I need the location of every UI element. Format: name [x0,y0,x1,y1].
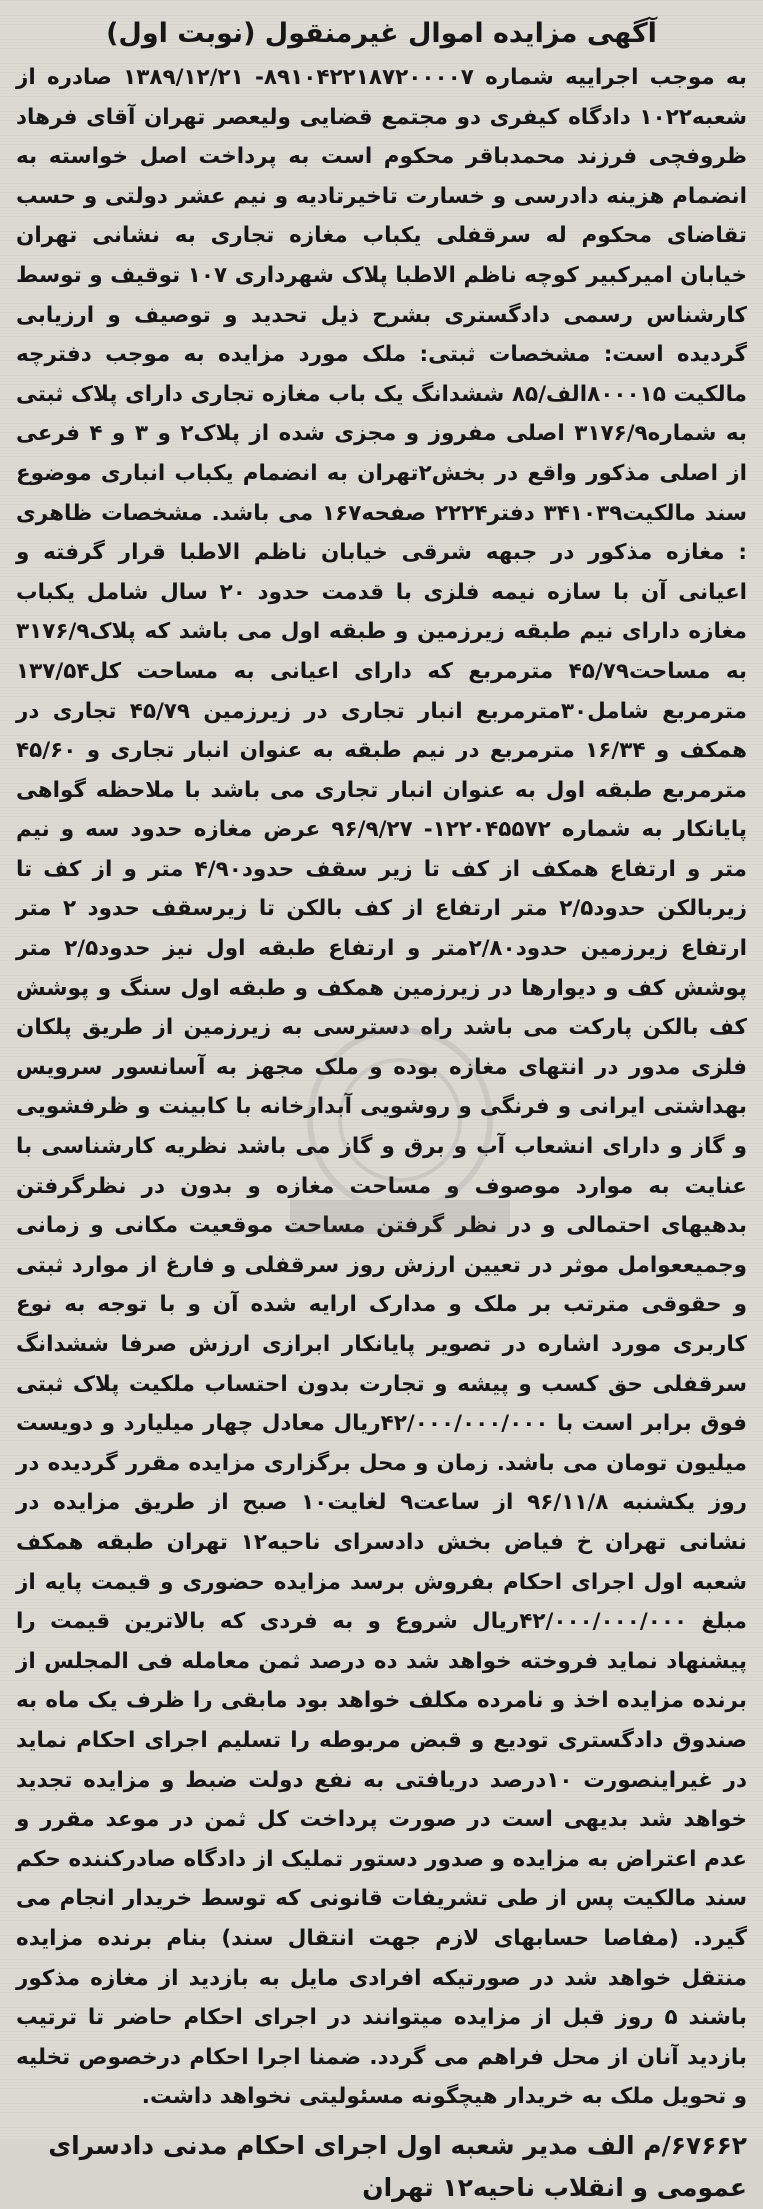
notice-title: آگهی مزایده اموال غیرمنقول (نوبت اول) [106,18,657,49]
notice-body: به موجب اجراییه شماره ۸۹۱۰۴۲۲۱۸۷۲۰۰۰۰۷- ۱۳۸۹/۱۲/۲۱ صادره از شعبه۱۰۲۲ دادگاه کیفری دو مجتمع قضایی ولیعصر تهران آقای فرهاد ظروفچی فرزند محمدباقر محکوم است به پرداخت اصل خواسته به انضمام هزینه دادرسی و خسارت تاخیرتادیه و نیم عشر دولتی و حسب تقاضای محکوم له سرقفلی یکباب مغازه تجاری به نشانی تهران خیابان امیرکبیر کوچه ناظم الاطبا پلاک شهرداری ۱۰۷ توقیف و توسط کارشناس رسمی دادگستری بشرح ذیل تحدید و توصیف و ارزیابی گردیده است: مشخصات ثبتی: ملک مورد مزایده به موجب دفترچه مالکیت ۸۰۰۰۱۵الف/۸۵ ششدانگ یک باب مغازه تجاری دارای پلاک ثبتی به شماره۳۱۷۶/۹ اصلی مفروز و مجزی شده از پلاک۲ و ۳ و ۴ فرعی از اصلی مذکور واقع در بخش۲تهران به انضمام یکباب انباری موضوع سند مالکیت۳۴۱۰۳۹ دفتر۲۲۲۴ صفحه۱۶۷ می باشد. مشخصات ظاهری : مغازه مذکور در جبهه شرقی خیابان ناظم الاطبا قرار گرفته و اعیانی آن با سازه نیمه فلزی با قدمت حدود ۲۰ سال شامل یکباب مغازه دارای نیم طبقه زیرزمین و طبقه اول می باشد که پلاک۳۱۷۶/۹ به مساحت۴۵/۷۹ مترمربع که دارای اعیانی به مساحت کل۱۳۷/۵۴ مترمربع شامل۳۰مترمربع انبار تجاری در زیرزمین ۴۵/۷۹ تجاری در همکف و ۱۶/۳۴ مترمربع در نیم طبقه به عنوان انبار تجاری و ۴۵/۶۰ مترمربع طبقه اول به عنوان انبار تجاری می باشد با ملاحظه گواهی پایانکار به شماره ۱۲۲۰۴۵۵۷۲- ۹۶/۹/۲۷ عرض مغازه حدود سه و نیم متر و ارتفاع همکف از کف تا زیر سقف حدود۴/۹۰ متر و از کف تا زیربالکن حدود۲/۵ متر ارتفاع از کف بالکن تا زیرسقف حدود ۲ متر ارتفاع زیرزمین حدود۲/۸۰متر و ارتفاع طبقه اول نیز حدود۲/۵ متر پوشش کف و دیوارها در زیرزمین همکف و طبقه اول سنگ و پوشش کف بالکن پارکت می باشد راه دسترسی به زیرزمین از طریق پلکان فلزی مدور در انتهای مغازه بوده و ملک مجهز به آسانسور سرویس بهداشتی ایرانی و فرنگی و روشویی آبدارخانه با کابینت و ظرفشویی و گاز و دارای انشعاب آب و برق و گاز می باشد نظریه کارشناسی با عنایت به موارد موصوف و مساحت مغازه و بدون در نظرگرفتن بدهیهای احتمالی و در نظر گرفتن مساحت موقعیت مکانی و زمانی وجمیععوامل موثر در تعیین ارزش روز سرقفلی و فارغ از موارد ثبتی و حقوقی مترتب بر ملک و مدارک ارایه شده آن و با توجه به نوع کاربری مورد اشاره در تصویر پایانکار ابرازی ارزش صرفا ششدانگ سرقفلی حق کسب و پیشه و تجارت بدون احتساب ملکیت پلاک ثبتی فوق برابر است با ۴۲/۰۰۰/۰۰۰/۰۰۰ریال معادل چهار میلیارد و دویست میلیون تومان می باشد. زمان و محل برگزاری مزایده مقرر گردیده در روز یکشنبه ۹۶/۱۱/۸ از ساعت۹ لغایت۱۰ صبح از طریق مزایده در نشانی تهران خ فیاض بخش دادسرای ناحیه۱۲ تهران طبقه همکف شعبه اول اجرای احکام بفروش برسد مزایده حضوری و قیمت پایه از مبلغ ۴۲/۰۰۰/۰۰۰/۰۰۰ریال شروع و به فردی که بالاترین قیمت را پیشنهاد نماید فروخته خواهد شد ده درصد ثمن معامله فی المجلس از برنده مزایده اخذ و نامرده مکلف خواهد بود مابقی را ظرف یک ماه به صندوق دادگستری تودیع و قبض مربوطه را تسلیم اجرای احکام نماید در غیراینصورت ۱۰درصد دریافتی به نفع دولت ضبط و مزایده تجدید خواهد شد بدیهی است در صورت پرداخت کل ثمن در موعد مقرر و عدم اعتراض به مزایده و صدور دستور تملیک از دادگاه صادرکننده حکم سند مالکیت پس از طی تشریفات قانونی که توسط خریدار انجام می گیرد. (مفاصا حسابهای لازم جهت انتقال سند) بنام برنده مزایده منتقل خواهد شد در صورتیکه افرادی مایل به بازدید از مغازه مذکور باشند ۵ روز قبل از مزایده میتوانند در اجرای احکام حاضر تا ترتیب بازدید آنان از محل فراهم می گردد. ضمنا اجرا احکام درخصوص تخلیه و تحویل ملک به خریدار هیچگونه مسئولیتی نخواهد داشت. [16,65,748,2110]
notice-signature: ۶۷۶۶۲/م الف مدیر شعبه اول اجرای احکام مدنی دادسرای عمومی و انقلاب ناحیه۱۲ تهران [48,2130,747,2202]
